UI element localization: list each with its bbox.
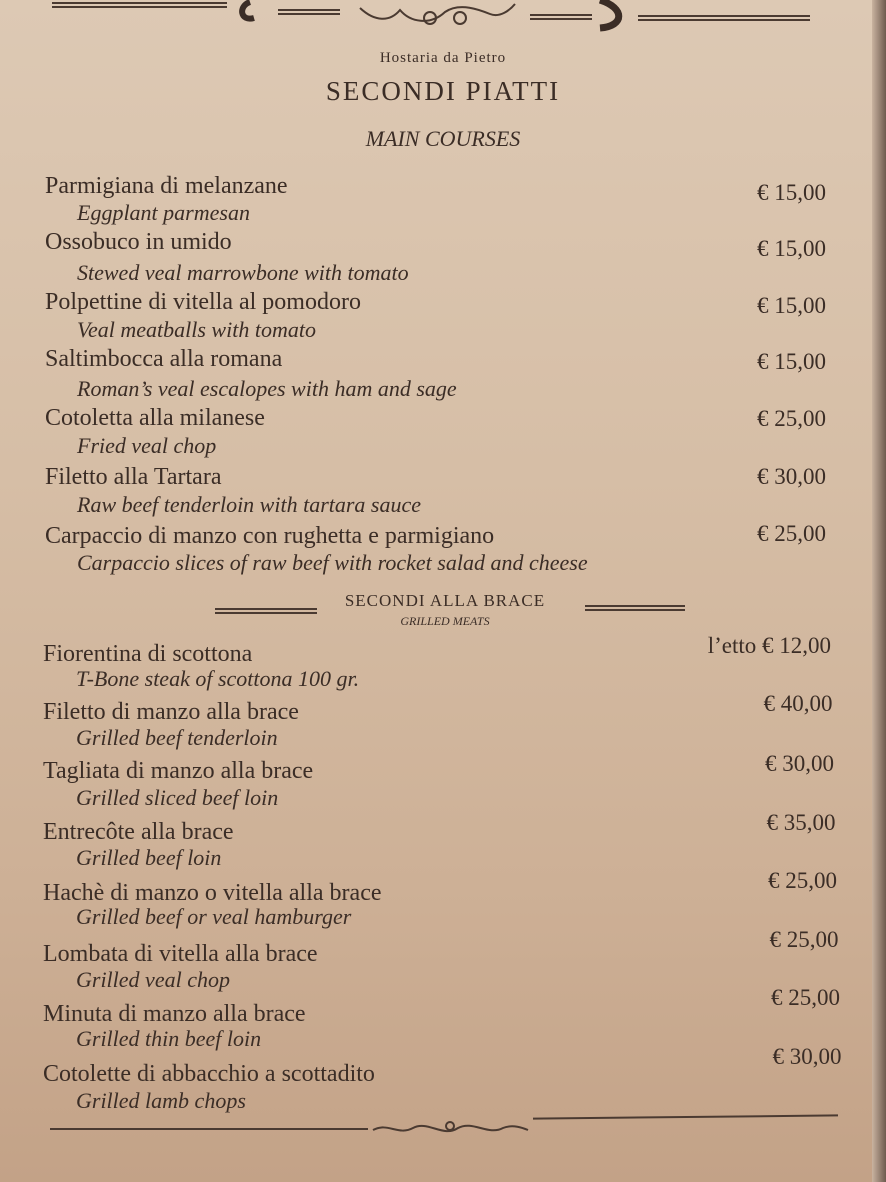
item-name: Parmigiana di melanzane — [45, 173, 288, 199]
item-name: Ossobuco in umido — [45, 229, 232, 255]
item-name: Cotoletta alla milanese — [45, 405, 265, 431]
item-description: Grilled sliced beef loin — [76, 785, 279, 810]
item-price: € 15,00 — [757, 236, 826, 261]
item-description: Grilled beef tenderloin — [76, 725, 278, 750]
item-name: Cotolette di abbacchio a scottadito — [43, 1061, 375, 1087]
item-description: Eggplant parmesan — [77, 200, 250, 225]
item-description: Fried veal chop — [77, 433, 217, 458]
item-name: Entrecôte alla brace — [43, 819, 234, 845]
item-price: € 15,00 — [757, 180, 826, 205]
item-price: € 30,00 — [772, 1044, 842, 1069]
grill-section-subtitle: GRILLED MEATS — [400, 614, 490, 628]
item-description: Raw beef tenderloin with tartara sauce — [77, 492, 422, 517]
item-price: € 25,00 — [768, 868, 837, 893]
item-price: € 35,00 — [766, 810, 836, 835]
item-price: € 25,00 — [769, 927, 839, 952]
item-description: Grilled beef loin — [76, 845, 222, 870]
restaurant-name: Hostaria da Pietro — [379, 50, 507, 66]
item-price: € 40,00 — [763, 691, 833, 716]
item-price: € 30,00 — [765, 751, 834, 776]
item-price: € 15,00 — [757, 293, 826, 318]
item-description: Grilled beef or veal hamburger — [76, 904, 352, 929]
item-description: Grilled lamb chops — [76, 1088, 246, 1113]
item-price: l’etto € 12,00 — [707, 633, 831, 658]
item-name: Fiorentina di scottona — [43, 641, 253, 667]
item-description: Veal meatballs with tomato — [77, 317, 316, 342]
item-name: Filetto di manzo alla brace — [43, 699, 299, 725]
page-title: SECONDI PIATTI — [325, 76, 561, 106]
item-description: Grilled thin beef loin — [76, 1026, 262, 1051]
item-price: € 25,00 — [771, 985, 840, 1010]
item-name: Lombata di vitella alla brace — [43, 941, 318, 967]
item-description: Roman’s veal escalopes with ham and sage — [77, 376, 457, 401]
page-subtitle: MAIN COURSES — [365, 126, 521, 151]
item-name: Carpaccio di manzo con rughetta e parmigiano — [45, 523, 495, 549]
item-name: Saltimbocca alla romana — [45, 346, 283, 372]
grill-section-title: SECONDI ALLA BRACE — [344, 591, 546, 610]
item-price: € 30,00 — [757, 464, 826, 489]
item-name: Tagliata di manzo alla brace — [43, 758, 314, 784]
item-price: € 25,00 — [757, 406, 826, 431]
item-name: Minuta di manzo alla brace — [43, 1001, 306, 1027]
item-name: Polpettine di vitella al pomodoro — [45, 289, 361, 315]
page-edge-shadow — [872, 0, 886, 1182]
item-description: Grilled veal chop — [76, 967, 230, 992]
item-description: T-Bone steak of scottona 100 gr. — [76, 666, 360, 691]
item-price: € 15,00 — [757, 349, 826, 374]
item-description: Carpaccio slices of raw beef with rocket salad and cheese — [77, 550, 588, 575]
item-description: Stewed veal marrowbone with tomato — [77, 260, 409, 285]
item-price: € 25,00 — [757, 521, 826, 546]
item-name: Filetto alla Tartara — [45, 464, 222, 490]
item-name: Hachè di manzo o vitella alla brace — [43, 880, 382, 906]
